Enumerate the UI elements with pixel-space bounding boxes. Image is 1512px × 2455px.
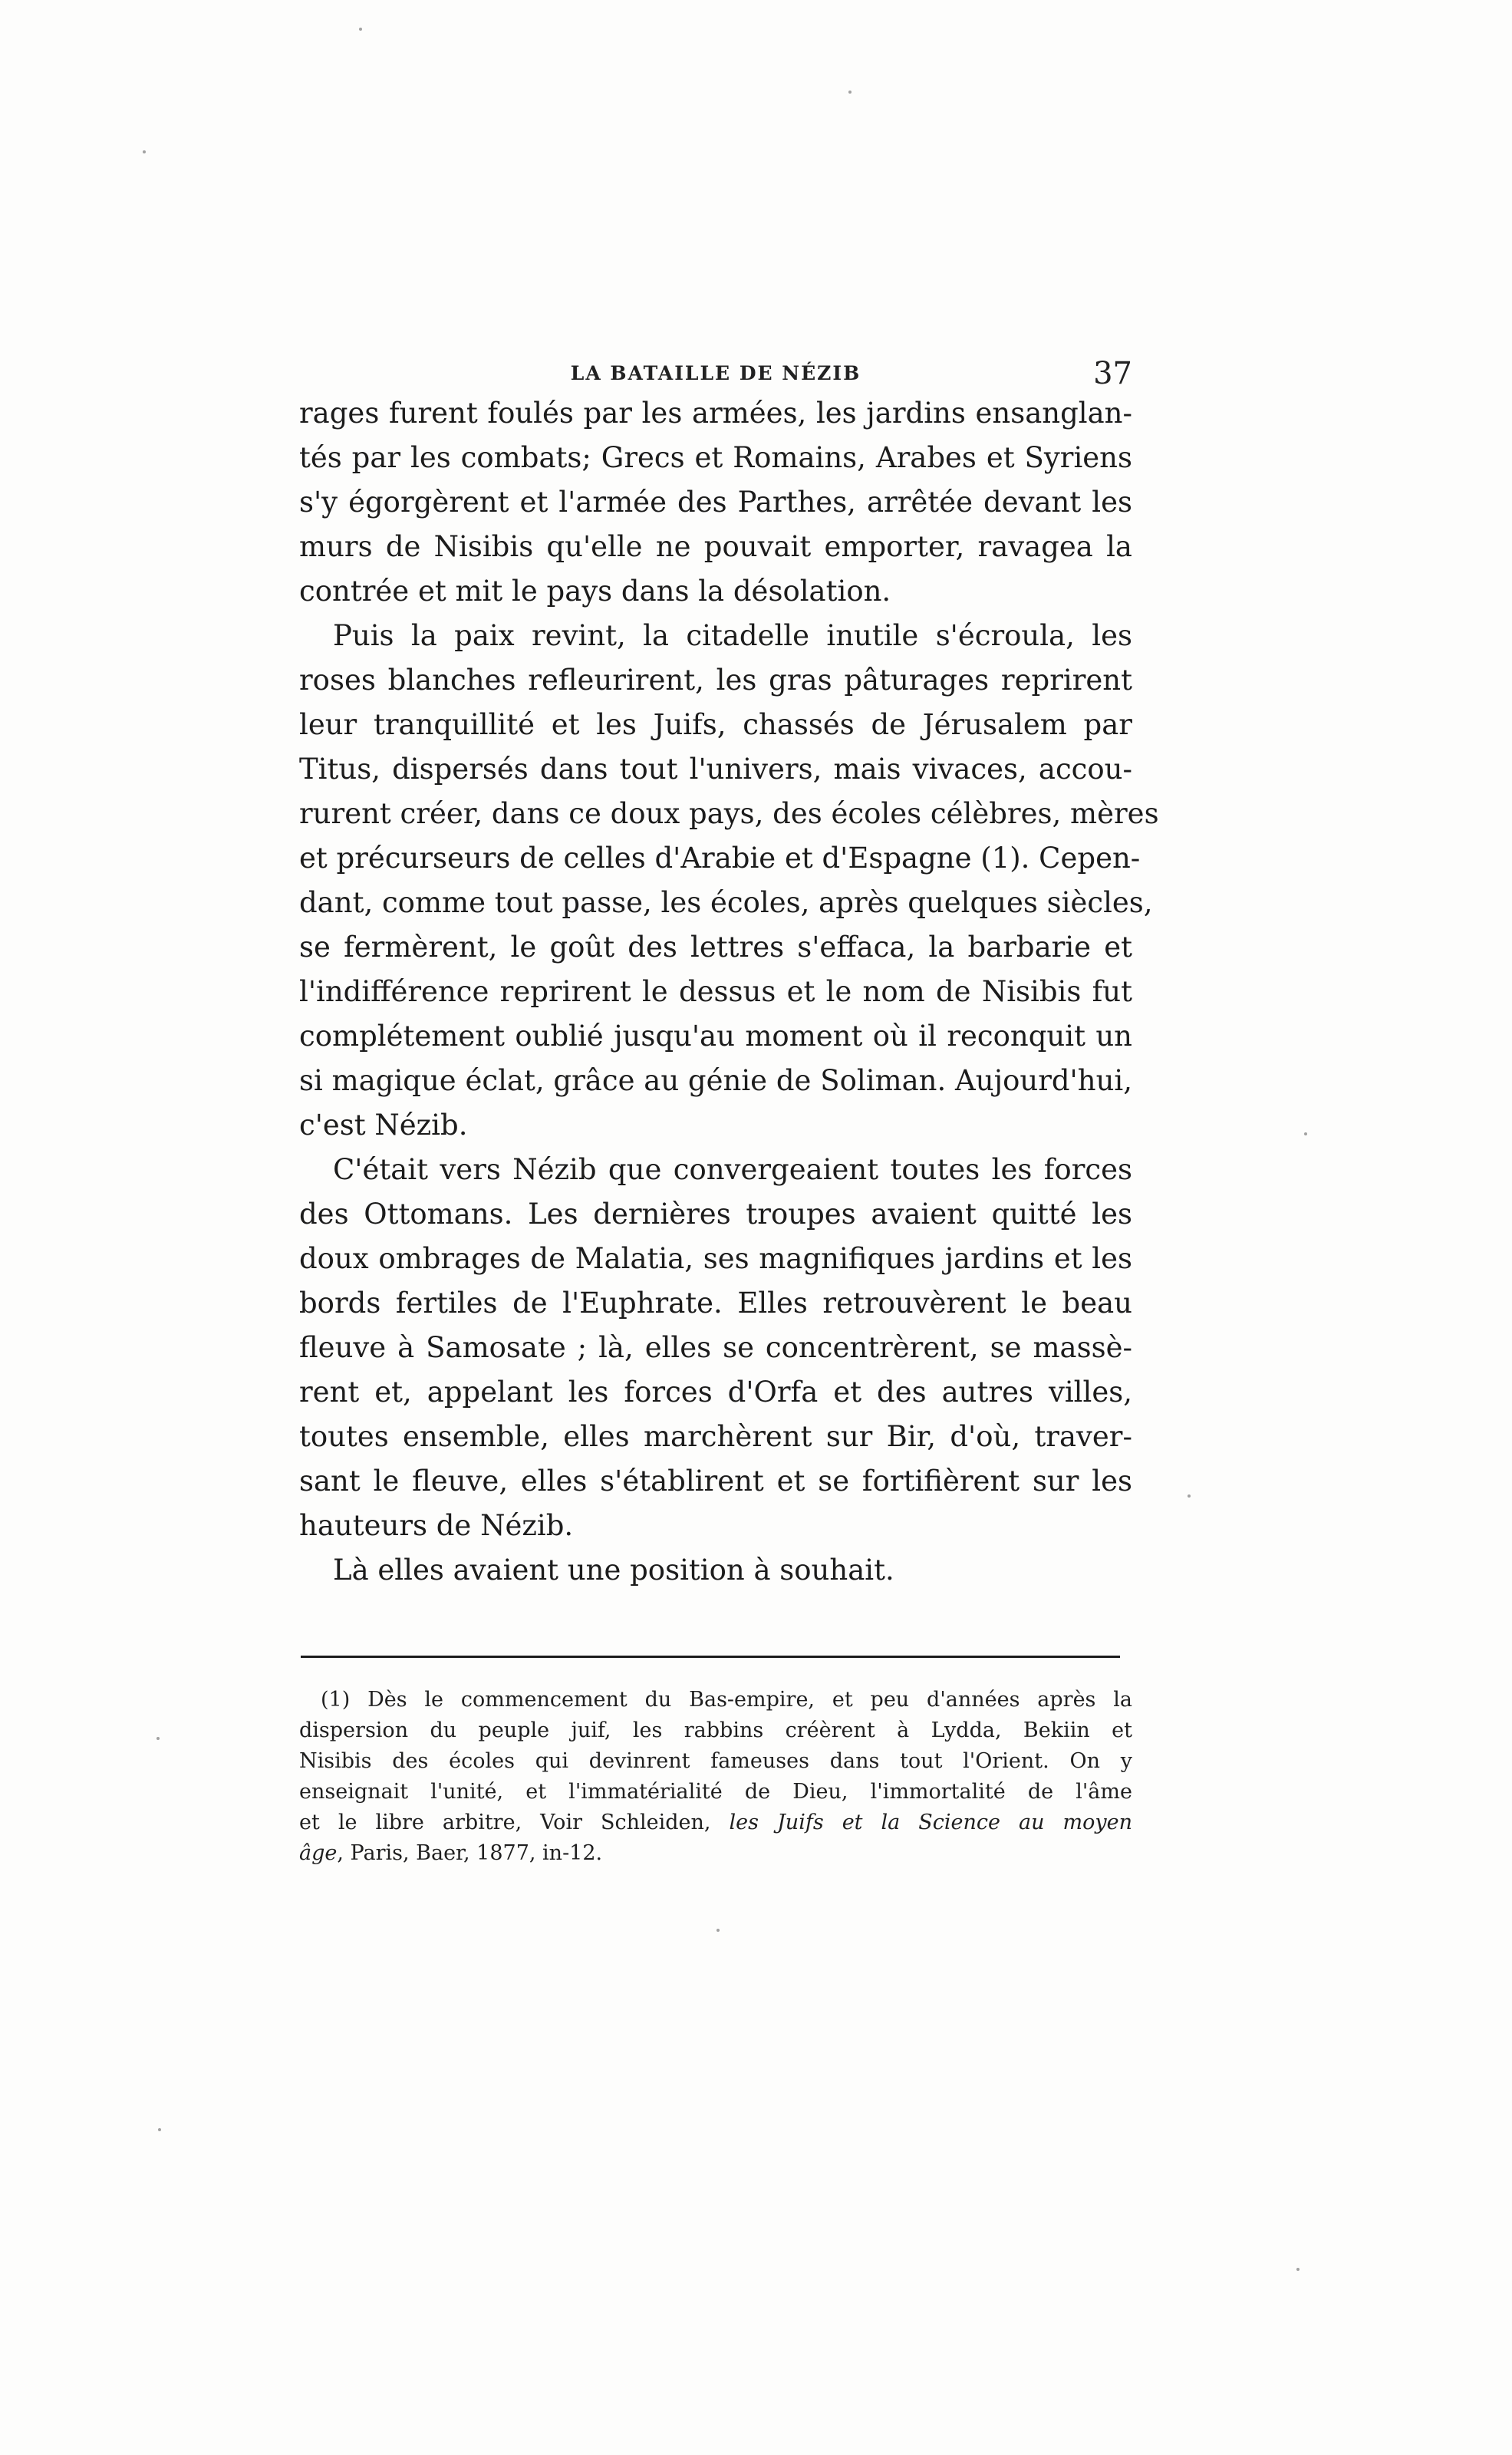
text-line: si magique éclat, grâce au génie de Soliman. Aujourd'hui, bbox=[299, 1064, 1132, 1097]
scan-speck bbox=[156, 1737, 160, 1740]
text-line: C'était vers Nézib que convergeaient toutes les forces bbox=[333, 1153, 1132, 1186]
text-line: fleuve à Samosate ; là, elles se concentrèrent, se massè- bbox=[299, 1331, 1132, 1364]
footnote-line: enseignait l'unité, et l'immatérialité de Dieu, l'immortalité de l'âme bbox=[299, 1780, 1132, 1804]
text-line: doux ombrages de Malatia, ses magnifiques jardins et les bbox=[299, 1242, 1132, 1275]
text-line: leur tranquillité et les Juifs, chassés de Jérusalem par bbox=[299, 708, 1132, 741]
page-number: 37 bbox=[1093, 356, 1132, 391]
footnote-line bbox=[299, 1838, 1132, 1869]
footnote-text: et le libre arbitre, Voir Schleiden, bbox=[299, 1811, 730, 1834]
body-text bbox=[299, 391, 1159, 1593]
text-line: dant, comme tout passe, les écoles, après quelques siècles, bbox=[299, 886, 1153, 919]
text-line: murs de Nisibis qu'elle ne pouvait emporter, ravagea la bbox=[299, 530, 1132, 563]
scan-speck bbox=[143, 150, 146, 153]
footnote-line: Nisibis des écoles qui devinrent fameuses dans tout l'Orient. On y bbox=[299, 1749, 1132, 1773]
scan-speck bbox=[716, 1929, 720, 1932]
scan-speck bbox=[1304, 1132, 1307, 1135]
scan-speck bbox=[359, 28, 362, 31]
footnote-line: (1) Dès le commencement du Bas-empire, et peu d'années après la bbox=[321, 1688, 1132, 1712]
scan-speck bbox=[158, 2128, 161, 2131]
footnote-book-title-end: âge bbox=[299, 1841, 338, 1865]
text-line: contrée et mit le pays dans la désolation. bbox=[299, 575, 891, 608]
scan-speck bbox=[848, 91, 852, 94]
text-line: rurent créer, dans ce doux pays, des écoles célèbres, mères bbox=[299, 797, 1159, 830]
text-line: complétement oublié jusqu'au moment où il reconquit un bbox=[299, 1020, 1132, 1053]
text-line: tés par les combats; Grecs et Romains, Arabes et Syriens bbox=[299, 441, 1132, 474]
running-title: LA BATAILLE DE NÉZIB bbox=[570, 362, 861, 384]
text-line: sant le fleuve, elles s'établirent et se fortifièrent sur les bbox=[299, 1465, 1132, 1498]
footnote bbox=[299, 1685, 1132, 1869]
text-line: c'est Nézib. bbox=[299, 1109, 468, 1142]
footnote-line bbox=[299, 1807, 1132, 1838]
footnote-line: dispersion du peuple juif, les rabbins créèrent à Lydda, Bekiin et bbox=[299, 1718, 1132, 1742]
text-line: Titus, dispersés dans tout l'univers, mais vivaces, accou- bbox=[299, 753, 1132, 786]
scan-speck bbox=[1188, 1494, 1191, 1498]
text-line: hauteurs de Nézib. bbox=[299, 1509, 574, 1542]
text-line: l'indifférence reprirent le dessus et le nom de Nisibis fut bbox=[299, 975, 1132, 1008]
footnote-separator bbox=[301, 1656, 1120, 1658]
text-line: Puis la paix revint, la citadelle inutile s'écroula, les bbox=[333, 619, 1132, 652]
text-line: se fermèrent, le goût des lettres s'effaca, la barbarie et bbox=[299, 931, 1132, 964]
text-line: Là elles avaient une position à souhait. bbox=[333, 1554, 894, 1587]
text-line: et précurseurs de celles d'Arabie et d'Espagne (1). Cepen- bbox=[299, 842, 1141, 875]
footnote-text: , Paris, Baer, 1877, in-12. bbox=[337, 1841, 603, 1865]
text-line: rent et, appelant les forces d'Orfa et des autres villes, bbox=[299, 1376, 1132, 1409]
text-line: roses blanches refleurirent, les gras pâturages reprirent bbox=[299, 664, 1132, 697]
text-line: des Ottomans. Les dernières troupes avaient quitté les bbox=[299, 1198, 1132, 1231]
scan-speck bbox=[1296, 2268, 1300, 2271]
text-line: s'y égorgèrent et l'armée des Parthes, arrêtée devant les bbox=[299, 486, 1132, 519]
text-line: rages furent foulés par les armées, les jardins ensanglan- bbox=[299, 397, 1132, 430]
footnote-book-title: les Juifs et la Science au moyen bbox=[729, 1811, 1132, 1834]
text-line: bords fertiles de l'Euphrate. Elles retrouvèrent le beau bbox=[299, 1287, 1132, 1320]
text-line: toutes ensemble, elles marchèrent sur Bir, d'où, traver- bbox=[299, 1420, 1132, 1453]
running-head bbox=[299, 358, 1132, 396]
